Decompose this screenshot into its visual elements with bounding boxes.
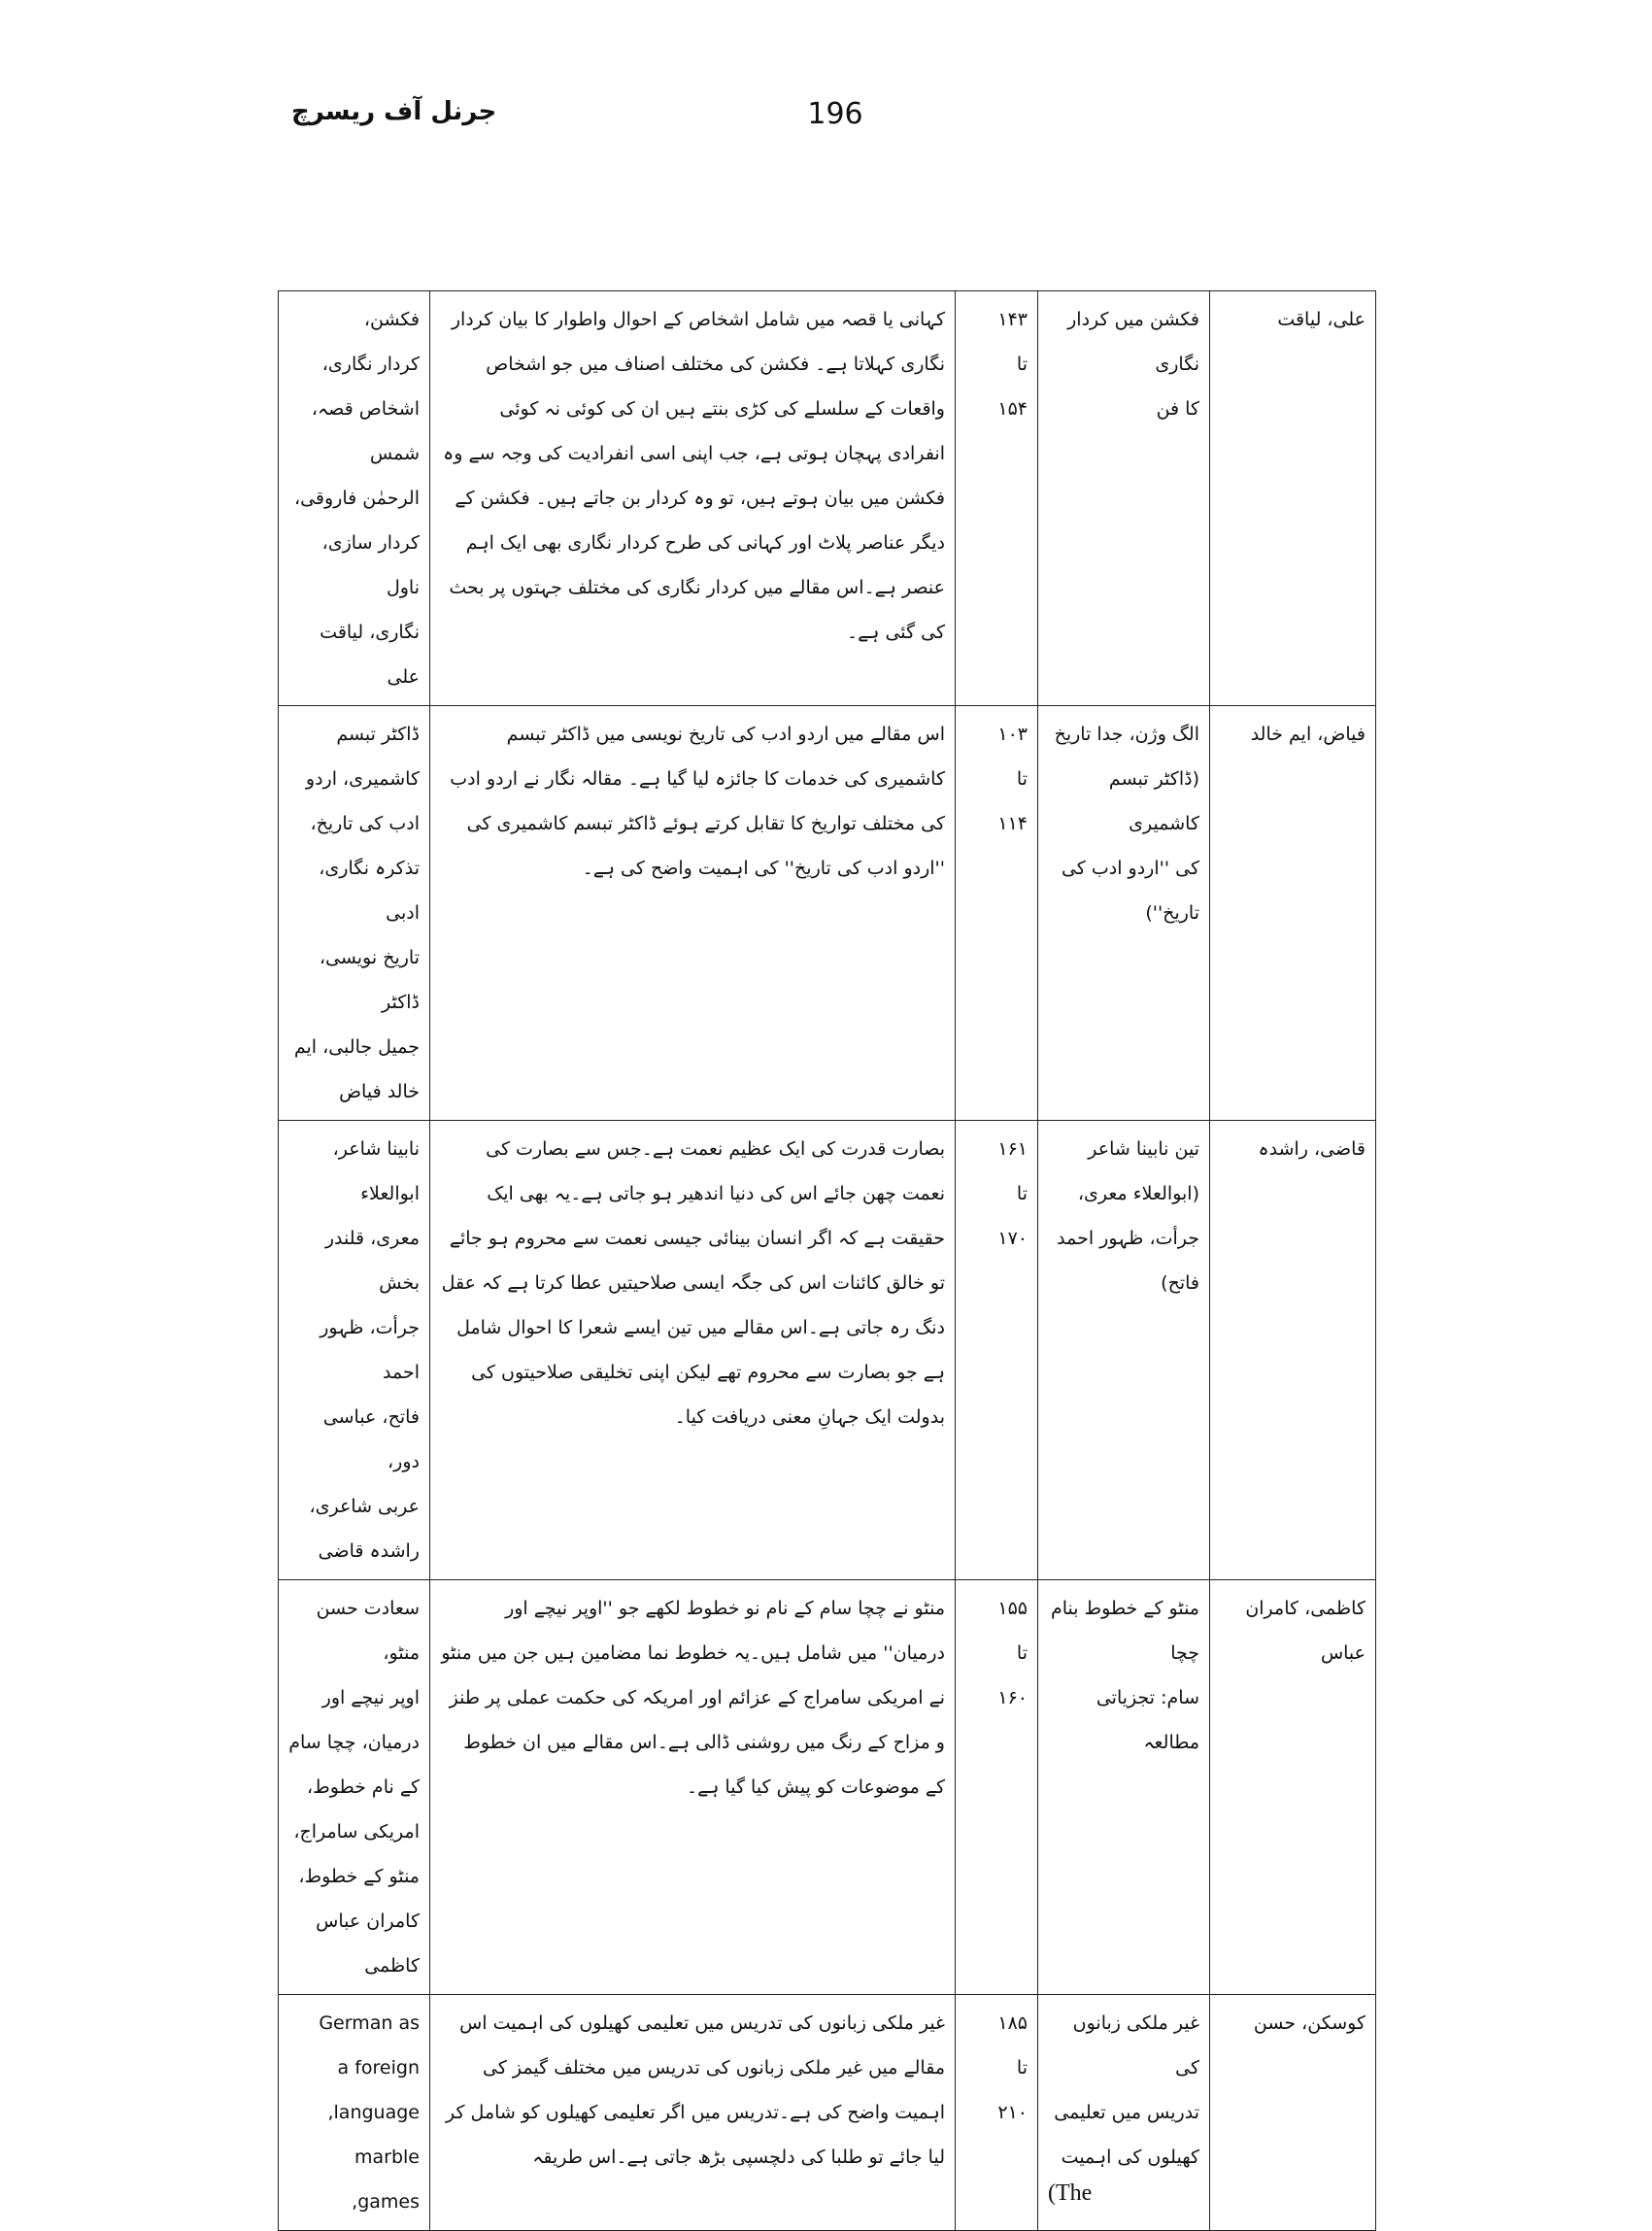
keywords-cell: نابینا شاعر، ابوالعلاء معری، قلندر بخش جرأت، ظہور احمد فاتح، عباسی دور، عربی شاعری، راشدہ قاضی: [279, 1121, 430, 1580]
author-cell: کوسکن، حسن: [1210, 1995, 1376, 2231]
table-row: [279, 1995, 1376, 2231]
abstract-cell: منٹو نے چچا سام کے نام نو خطوط لکھے جو ''اوپر نیچے اور درمیان'' میں شامل ہیں۔یہ خطوط نما مضامین ہیں جن میں منٹو نے امریکی سامراج کے عزائم اور امریکہ کی حکمت عملی پر طنز و مزاح کے رنگ میں روشنی ڈالی ہے۔اس مقالے میں ان خطوط کے موضوعات کو پیش کیا گیا ہے۔: [430, 1580, 956, 1995]
author-cell: فیاض، ایم خالد: [1210, 706, 1376, 1121]
table-row: [279, 291, 1376, 706]
table-row: [279, 1121, 1376, 1580]
author-cell: کاظمی، کامران عباس: [1210, 1580, 1376, 1995]
abstract-cell: بصارت قدرت کی ایک عظیم نعمت ہے۔جس سے بصارت کی نعمت چھن جائے اس کی دنیا اندھیر ہو جاتی ہے۔یہ بھی ایک حقیقت ہے کہ اگر انسان بینائی جیسی نعمت سے محروم ہو جائے تو خالق کائنات اس کی جگہ ایسی صلاحیتیں عطا کرتا ہے کہ عقل دنگ رہ جاتی ہے۔اس مقالے میں تین ایسے شعرا کا احوال شامل ہے جو بصارت سے محروم تھے لیکن اپنی تخلیقی صلاحیتوں کی بدولت ایک جہانِ معنی دریافت کیا۔: [430, 1121, 956, 1580]
pages-cell: ۱۰۳ تا ۱۱۴: [956, 706, 1038, 1121]
keywords-cell: German as a foreign language, marble games,: [279, 1995, 430, 2231]
author-cell: قاضی، راشدہ: [1210, 1121, 1376, 1580]
pages-cell: ۱۶۱ تا ۱۷۰: [956, 1121, 1038, 1580]
abstract-cell: کہانی یا قصہ میں شامل اشخاص کے احوال واطوار کا بیان کردار نگاری کہلاتا ہے۔ فکشن کی مختلف اصناف میں جو اشخاص واقعات کے سلسلے کی کڑی بنتے ہیں ان کی کوئی نہ کوئی انفرادی پہچان ہوتی ہے، جب اپنی اسی انفرادیت کی وجہ سے وہ فکشن میں بیان ہوتے ہیں، تو وہ کردار بن جاتے ہیں۔ فکشن کے دیگر عناصر پلاٹ اور کہانی کی طرح کردار نگاری بھی ایک اہم عنصر ہے۔اس مقالے میں کردار نگاری کی مختلف جہتوں پر بحث کی گئی ہے۔: [430, 291, 956, 706]
title-cell: فکشن میں کردار نگاری کا فن: [1038, 291, 1210, 706]
abstract-cell: غیر ملکی زبانوں کی تدریس میں تعلیمی کھیلوں کی اہمیت اس مقالے میں غیر ملکی زبانوں کی تدریس میں مختلف گیمز کی اہمیت واضح کی ہے۔تدریس میں اگر تعلیمی کھیلوں کو شامل کر لیا جائے تو طلبا کی دلچسپی بڑھ جاتی ہے۔اس طریقہ: [430, 1995, 956, 2231]
title-english-fragment: (The: [1048, 2180, 1093, 2206]
page-number: 196: [807, 97, 863, 131]
title-cell: [1038, 1995, 1210, 2231]
title-cell: تین نابینا شاعر (ابوالعلاء معری، جرأت، ظہور احمد فاتح): [1038, 1121, 1210, 1580]
pages-cell: ۱۴۳ تا ۱۵۴: [956, 291, 1038, 706]
title-cell: الگ وژن، جدا تاریخ (ڈاکٹر تبسم کاشمیری کی ''اردو ادب کی تاریخ''): [1038, 706, 1210, 1121]
author-cell: علی، لیاقت: [1210, 291, 1376, 706]
keywords-cell: فکشن، کردار نگاری، اشخاص قصہ، شمس الرحمٰن فاروقی، کردار سازی، ناول نگاری، لیاقت علی: [279, 291, 430, 706]
keywords-cell: سعادت حسن منٹو، اوپر نیچے اور درمیان، چچا سام کے نام خطوط، امریکی سامراج، منٹو کے خطوط، کامران عباس کاظمی: [279, 1580, 430, 1995]
keywords-cell: ڈاکٹر تبسم کاشمیری، اردو ادب کی تاریخ، تذکرہ نگاری، ادبی تاریخ نویسی، ڈاکٹر جمیل جالبی، ایم خالد فیاض: [279, 706, 430, 1121]
journal-title: جرنل آف ریسرچ: [291, 97, 497, 126]
article-index-table: [278, 290, 1376, 2231]
pages-cell: ۱۵۵ تا ۱۶۰: [956, 1580, 1038, 1995]
pages-cell: ۱۸۵ تا ۲۱۰: [956, 1995, 1038, 2231]
title-cell: منٹو کے خطوط بنام چچا سام: تجزیاتی مطالعہ: [1038, 1580, 1210, 1995]
table-row: [279, 706, 1376, 1121]
title-text: غیر ملکی زبانوں کی تدریس میں تعلیمی کھیلوں کی اہمیت: [1054, 2012, 1199, 2168]
abstract-cell: اس مقالے میں اردو ادب کی تاریخ نویسی میں ڈاکٹر تبسم کاشمیری کی خدمات کا جائزہ لیا گیا ہے۔ مقالہ نگار نے اردو ادب کی مختلف تواریخ کا تقابل کرتے ہوئے ڈاکٹر تبسم کاشمیری کی ''اردو ادب کی تاریخ'' کی اہمیت واضح کی ہے۔: [430, 706, 956, 1121]
table-row: [279, 1580, 1376, 1995]
